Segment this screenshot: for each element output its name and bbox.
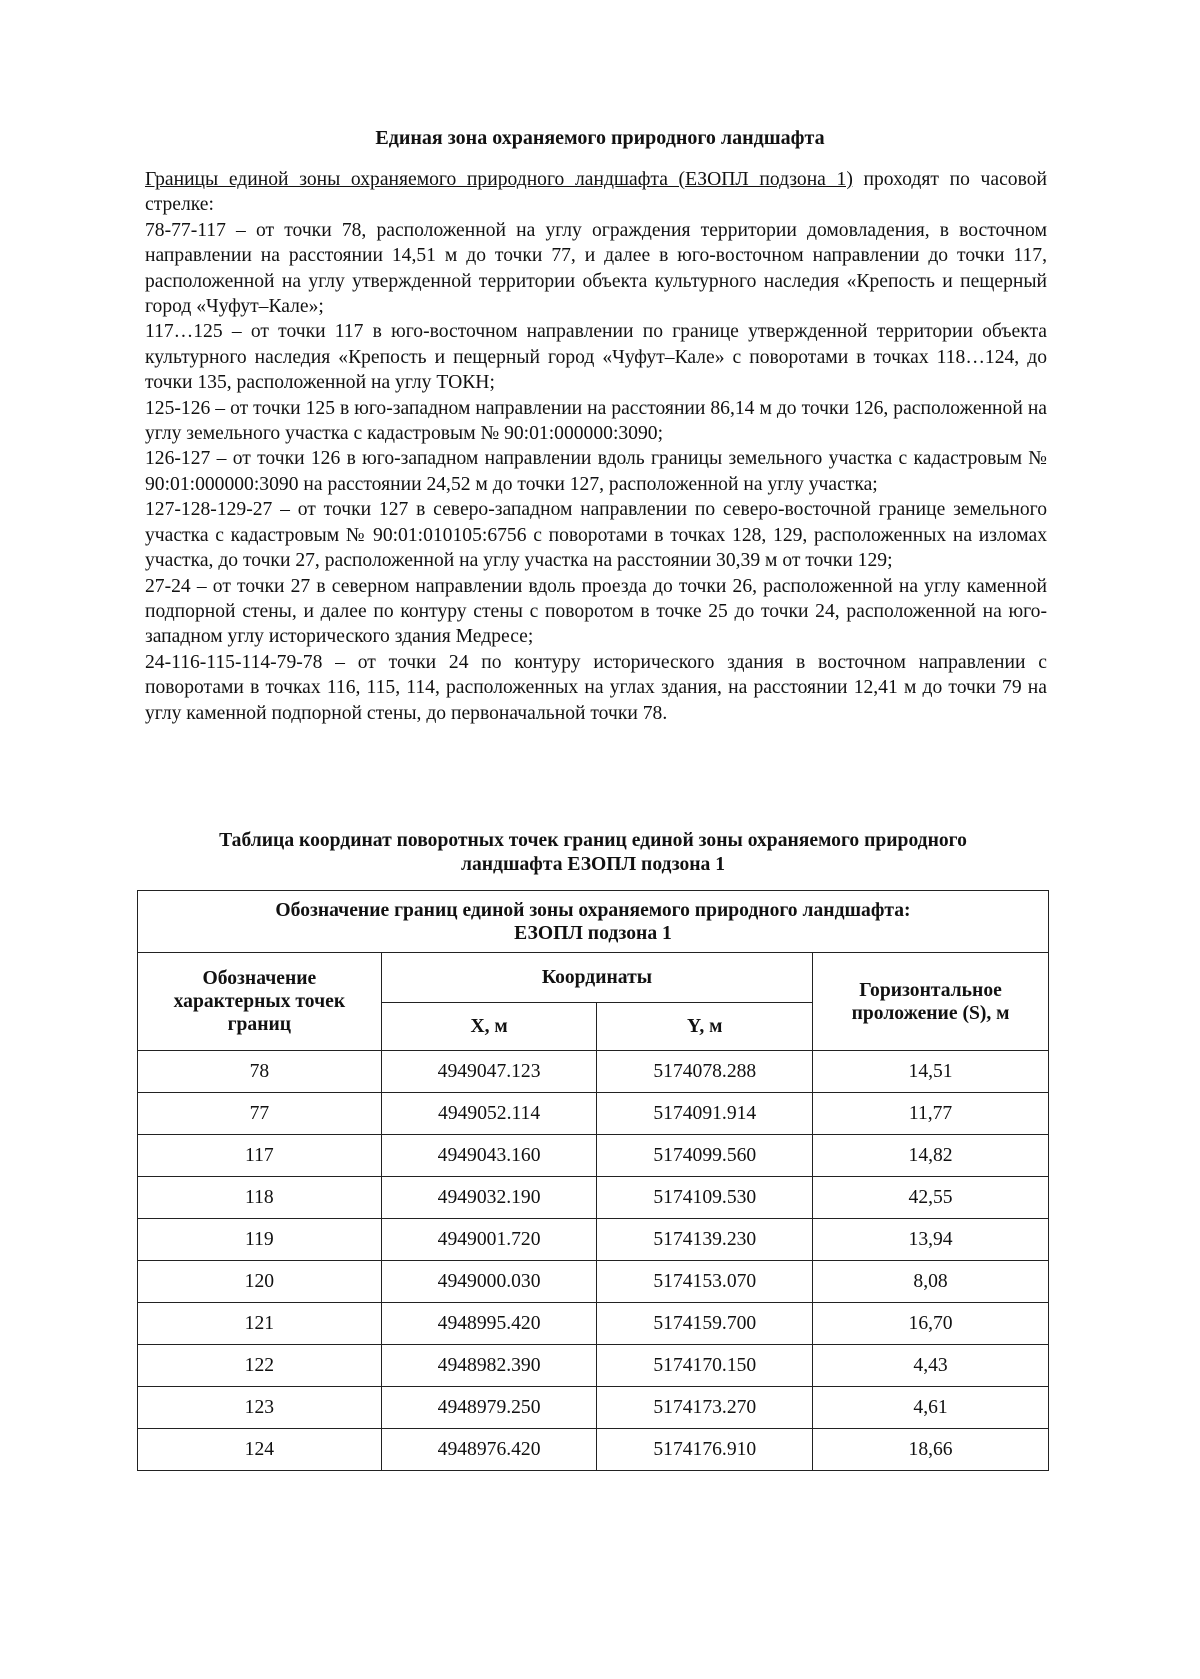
cell-point: 117 [138,1135,382,1177]
cell-x: 4949052.114 [381,1093,597,1135]
table-caption [137,829,1049,877]
cell-distance: 14,51 [813,1051,1049,1093]
cell-distance: 18,66 [813,1429,1049,1471]
cell-point: 78 [138,1051,382,1093]
cell-x: 4948982.390 [381,1345,597,1387]
table-caption-line: Таблица координат поворотных точек границ единой зоны охраняемого природного [219,830,967,851]
cell-x: 4949000.030 [381,1261,597,1303]
cell-distance: 42,55 [813,1177,1049,1219]
cell-x: 4949047.123 [381,1051,597,1093]
boundary-paragraph: 127-128-129-27 – от точки 127 в северо-западном направлении по северо-восточной границе земельного участка с кадастровым № 90:01:010105:6756 с поворотами в точках 128, 129, расположенных на изломах участка, до точки 27, расположенной на углу участка на расстоянии 30,39 м от точки 129; [145,499,1047,572]
table-row [138,1051,1049,1093]
table-row [138,1345,1049,1387]
cell-x: 4948995.420 [381,1303,597,1345]
cell-x: 4948976.420 [381,1429,597,1471]
cell-y: 5174139.230 [597,1219,813,1261]
cell-distance: 14,82 [813,1135,1049,1177]
cell-x: 4948979.250 [381,1387,597,1429]
cell-y: 5174078.288 [597,1051,813,1093]
cell-distance: 4,61 [813,1387,1049,1429]
boundary-paragraph: 24-116-115-114-79-78 – от точки 24 по контуру исторического здания в восточном направлении с поворотами в точках 116, 115, 114, расположенных на углах здания, на расстоянии 12,41 м до точки 79 на углу каменной подпорной стены, до первоначальной точки 78. [145,651,1047,724]
cell-distance: 4,43 [813,1345,1049,1387]
cell-point: 123 [138,1387,382,1429]
table-row [138,1387,1049,1429]
table-row [138,1429,1049,1471]
cell-distance: 11,77 [813,1093,1049,1135]
coordinates-table [137,890,1049,1471]
cell-y: 5174170.150 [597,1345,813,1387]
cell-distance: 8,08 [813,1261,1049,1303]
intro-underlined: Границы единой зоны охраняемого природного ландшафта (ЕЗОПЛ подзона 1) [145,169,853,190]
table-title-line: Обозначение границ единой зоны охраняемого природного ландшафта: [275,899,911,921]
column-header-coordinates: Координаты [381,953,812,1003]
cell-x: 4949001.720 [381,1219,597,1261]
cell-point: 120 [138,1261,382,1303]
cell-y: 5174153.070 [597,1261,813,1303]
column-header-y: Y, м [597,1003,813,1051]
column-header-x: X, м [381,1003,597,1051]
boundary-paragraph: 27-24 – от точки 27 в северном направлении вдоль проезда до точки 26, расположенной на углу каменной подпорной стены, и далее по контуру стены с поворотом в точке 25 до точки 24, расположенной на юго-западном углу исторического здания Медресе; [145,575,1047,648]
column-header-distance: Горизонтальное проложение (S), м [813,953,1049,1051]
document-body [145,167,1047,726]
cell-y: 5174159.700 [597,1303,813,1345]
cell-point: 119 [138,1219,382,1261]
cell-point: 118 [138,1177,382,1219]
table-row [138,1093,1049,1135]
cell-y: 5174176.910 [597,1429,813,1471]
table-title-header [138,891,1049,953]
cell-point: 77 [138,1093,382,1135]
cell-x: 4949043.160 [381,1135,597,1177]
cell-distance: 16,70 [813,1303,1049,1345]
cell-point: 122 [138,1345,382,1387]
table-caption-line: ландшафта ЕЗОПЛ подзона 1 [460,854,726,875]
intro-rest: проходят по часовой стрелке: [145,169,1047,216]
cell-y: 5174173.270 [597,1387,813,1429]
boundary-paragraph: 78-77-117 – от точки 78, расположенной на углу ограждения территории домовладения, в восточном направлении на расстоянии 14,51 м до точки 77, и далее в юго-восточном направлении до точки 117, расположенной на углу утвержденной территории объекта культурного наследия «Крепость и пещерный город «Чуфут–Кале»; [145,219,1047,318]
table-row [138,1261,1049,1303]
column-header-point: Обозначение характерных точек границ [138,953,382,1051]
cell-y: 5174091.914 [597,1093,813,1135]
document-title: Единая зона охраняемого природного ландшафта [375,127,825,149]
boundary-paragraph: 125-126 – от точки 125 в юго-западном направлении на расстоянии 86,14 м до точки 126, расположенной на углу земельного участка с кадастровым № 90:01:000000:3090; [145,397,1047,445]
boundary-paragraph: 117…125 – от точки 117 в юго-восточном направлении по границе утвержденной территории объекта культурного наследия «Крепость и пещерный город «Чуфут–Кале» с поворотами в точках 118…124, до точки 135, расположенной на углу ТОКН; [145,321,1047,394]
cell-point: 124 [138,1429,382,1471]
cell-x: 4949032.190 [381,1177,597,1219]
cell-distance: 13,94 [813,1219,1049,1261]
intro-paragraph [145,167,1047,218]
boundary-paragraph: 126-127 – от точки 126 в юго-западном направлении вдоль границы земельного участка с кадастровым № 90:01:000000:3090 на расстоянии 24,52 м до точки 127, расположенной на углу участка; [145,448,1047,495]
table-row [138,1303,1049,1345]
cell-y: 5174109.530 [597,1177,813,1219]
table-title-line: ЕЗОПЛ подзона 1 [514,922,672,944]
table-row [138,1135,1049,1177]
cell-point: 121 [138,1303,382,1345]
table-row [138,1177,1049,1219]
table-row [138,1219,1049,1261]
cell-y: 5174099.560 [597,1135,813,1177]
